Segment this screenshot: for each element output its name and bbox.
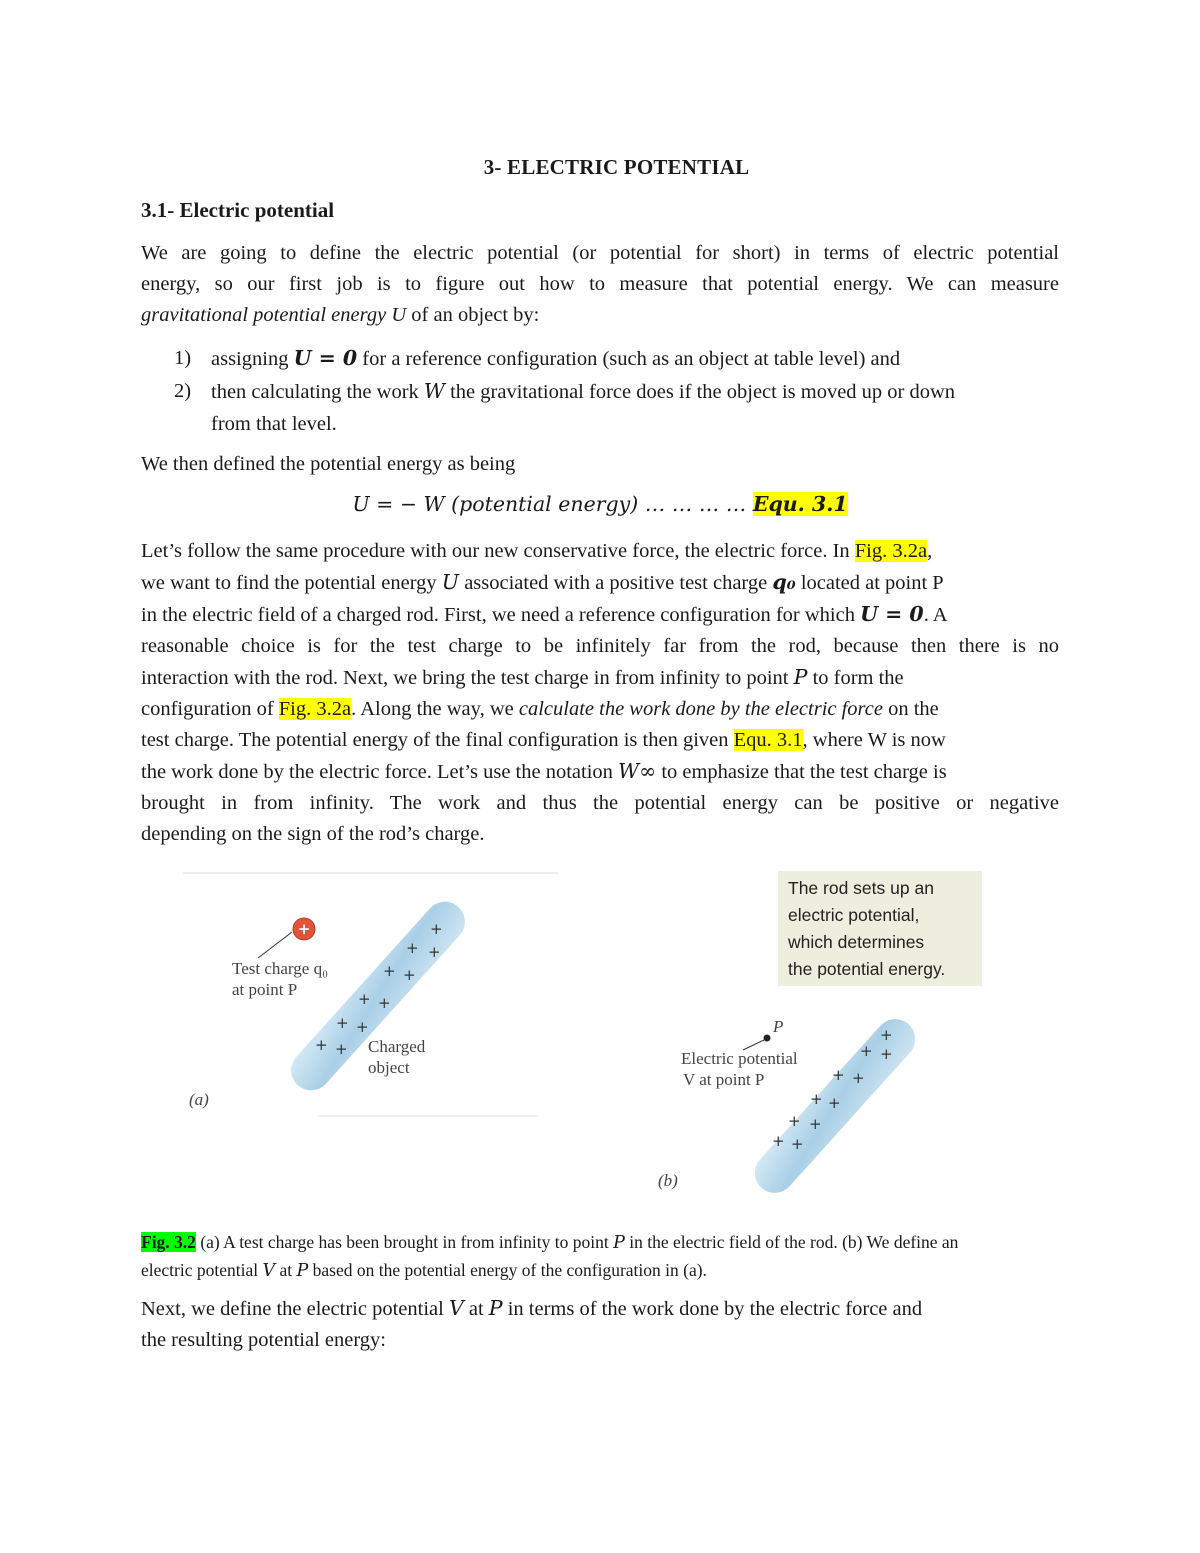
list-number: 2) <box>174 380 192 402</box>
svg-text:+: + <box>860 1042 873 1060</box>
text-line: gravitational potential energy U of an object by: <box>141 304 540 326</box>
figure-caption: Fig. 3.2 (a) A test charge has been brought in from infinity to point P in the electric field of the rod. (b) We define an electric potential V at P based on the potential energy of the configuration in (a). <box>141 1232 959 1281</box>
charged-object-label-2: object <box>368 1058 410 1077</box>
intro-paragraph <box>141 238 1059 331</box>
panel-label-a: (a) <box>189 1090 209 1109</box>
svg-text:+: + <box>772 1132 785 1150</box>
svg-text:+: + <box>315 1036 328 1054</box>
text-line: depending on the sign of the rod’s charge. <box>141 823 485 845</box>
text-line: interaction with the rod. Next, we bring the test charge in from infinity to point P to form the <box>141 665 904 689</box>
figure-callout: The rod sets up an electric potential, which determines the potential energy. <box>778 871 982 986</box>
svg-text:+: + <box>430 920 443 938</box>
text-line: in the electric field of a charged rod. First, we need a reference configuration for which U = 0. A <box>141 602 948 626</box>
text-line: configuration of Fig. 3.2a. Along the way, we calculate the work done by the electric force on the <box>141 698 939 720</box>
page-title: 3- ELECTRIC POTENTIAL <box>483 155 750 179</box>
text-line: reasonable choice is for the test charge to be infinitely far from the rod, because then there is no <box>141 635 1059 657</box>
svg-text:+: + <box>880 1045 893 1063</box>
svg-text:+: + <box>335 1040 348 1058</box>
svg-text:+: + <box>852 1069 865 1087</box>
point-p-label: P <box>773 1017 784 1036</box>
figure-3-2a <box>178 868 563 1123</box>
text-line: the work done by the electric force. Let’s use the notation W∞ to emphasize that the test charge is <box>141 759 947 783</box>
math-inline: W <box>423 379 445 403</box>
section-heading: 3.1- Electric potential <box>141 198 335 222</box>
text-line: test charge. The potential energy of the final configuration is then given Equ. 3.1, where W is now <box>141 729 946 751</box>
procedure-paragraph <box>141 536 1059 850</box>
svg-text:+: + <box>403 966 416 984</box>
equation-label: Equ. 3.1 <box>752 492 848 516</box>
text-line: the resulting potential energy: <box>141 1329 386 1351</box>
fig-ref-link[interactable]: Fig. 3.2a <box>854 540 928 562</box>
equation-3-1: U = − W (potential energy) … … … … Equ. 3.1 <box>352 492 848 516</box>
test-charge-label-2: at point P <box>232 980 298 999</box>
svg-text:+: + <box>788 1112 801 1130</box>
svg-text:+: + <box>810 1090 823 1108</box>
charged-object-label: Charged <box>368 1037 426 1056</box>
svg-text:+: + <box>428 943 441 961</box>
list-number: 1) <box>174 347 192 369</box>
panel-label-b: (b) <box>658 1171 678 1190</box>
text-line: brought in from infinity. The work and thus the potential energy can be positive or negative <box>141 792 1059 814</box>
svg-text:+: + <box>358 990 371 1008</box>
text-line: we want to find the potential energy U associated with a positive test charge q₀ located at point P <box>141 570 944 594</box>
text-line: Next, we define the electric potential V at P in terms of the work done by the electric force and <box>141 1296 923 1320</box>
next-paragraph <box>141 1293 1059 1356</box>
text-line: Let’s follow the same procedure with our new conservative force, the electric force. In Fig. 3.2a, <box>141 540 933 562</box>
italic-term: gravitational potential energy U <box>141 304 407 326</box>
svg-text:+: + <box>809 1115 822 1133</box>
fig-ref-link[interactable]: Fig. 3.2a <box>278 698 352 720</box>
caption-fig-label: Fig. 3.2 <box>141 1232 196 1252</box>
text-line: energy, so our first job is to figure out how to measure that potential energy. We can measure <box>141 273 1059 295</box>
list-item: 2) then calculating the work W the gravitational force does if the object is moved up or down from that level. <box>141 375 1059 440</box>
electric-potential-label-2: V at point P <box>683 1070 765 1089</box>
test-charge-label: Test charge q₀ <box>232 959 328 978</box>
point-p-icon <box>764 1035 771 1042</box>
svg-text:+: + <box>356 1018 369 1036</box>
numbered-list <box>141 342 1059 440</box>
svg-text:+: + <box>406 939 419 957</box>
svg-text:+: + <box>336 1014 349 1032</box>
electric-potential-label: Electric potential <box>681 1049 798 1068</box>
svg-text:+: + <box>378 994 391 1012</box>
text-line: We are going to define the electric potential (or potential for short) in terms of electric potential <box>141 242 1059 264</box>
svg-text:+: + <box>297 920 311 938</box>
equation-ref-link[interactable]: Equ. 3.1 <box>733 729 803 751</box>
svg-text:+: + <box>880 1026 893 1044</box>
svg-text:+: + <box>828 1094 841 1112</box>
math-inline: U = 0 <box>293 346 358 370</box>
svg-text:+: + <box>383 962 396 980</box>
svg-text:+: + <box>832 1066 845 1084</box>
definition-intro: We then defined the potential energy as being <box>141 453 516 475</box>
list-item: 1) assigning U = 0 for a reference configuration (such as an object at table level) and <box>141 342 1059 375</box>
svg-text:+: + <box>791 1135 804 1153</box>
